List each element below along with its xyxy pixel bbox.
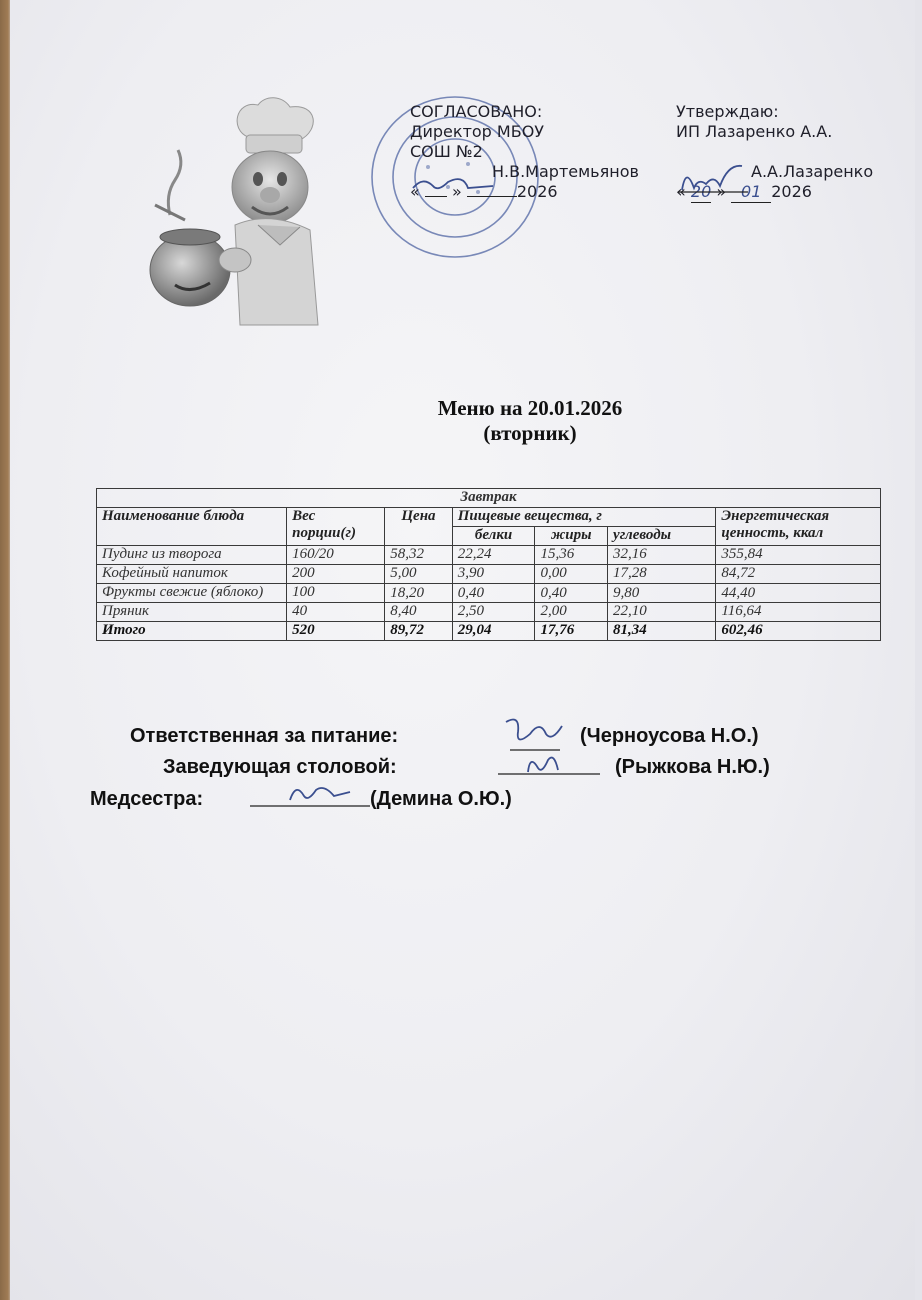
total-price: 89,72 (385, 622, 452, 641)
total-proteins: 29,04 (452, 622, 535, 641)
table-total-row (97, 622, 881, 641)
cell-proteins: 3,90 (452, 565, 535, 584)
cell-fats: 2,00 (535, 603, 608, 622)
table-row (97, 584, 881, 603)
cell-energy: 84,72 (716, 565, 881, 584)
total-carbs: 81,34 (608, 622, 716, 641)
canteen-name: (Рыжкова Н.Ю.) (615, 756, 770, 778)
cell-price: 8,40 (385, 603, 452, 622)
total-label: Итого (97, 622, 287, 641)
cell-fats: 0,40 (535, 584, 608, 603)
approval-position: Директор МБОУ (410, 122, 545, 141)
header-price: Цена (385, 508, 452, 546)
table-row (97, 565, 881, 584)
header-name: Наименование блюда (97, 508, 287, 546)
date-mid-quote: » (716, 182, 727, 201)
signature-ip (676, 160, 756, 194)
table-header-row (97, 508, 881, 527)
cell-name: Фрукты свежие (яблоко) (97, 584, 287, 603)
cell-energy: 355,84 (716, 546, 881, 565)
header-proteins: белки (452, 527, 535, 546)
menu-table (96, 488, 881, 641)
menu-title-date: Меню на 20.01.2026 (437, 396, 623, 420)
date-open-quote: « (410, 182, 420, 201)
signature-canteen (498, 748, 602, 778)
approval-heading: СОГЛАСОВАНО: (410, 102, 543, 121)
date-mid-quote: » (451, 182, 462, 201)
approval-school: СОШ №2 (410, 142, 483, 161)
approval-day: 20 (690, 182, 712, 201)
cell-price: 58,32 (385, 546, 452, 565)
chef-illustration (140, 95, 340, 335)
nurse-label: Медсестра: (90, 788, 204, 810)
cell-carbs: 32,16 (608, 546, 716, 565)
signature-director (408, 172, 498, 196)
table-row (97, 546, 881, 565)
section-title: Завтрак (97, 489, 881, 508)
approval-heading-right: Утверждаю: (676, 102, 779, 121)
cell-proteins: 0,40 (452, 584, 535, 603)
header-energy: Энергетическая ценность, ккал (716, 508, 881, 546)
cell-fats: 15,36 (535, 546, 608, 565)
approval-org: ИП Лазаренко А.А. (676, 122, 833, 141)
cell-fats: 0,00 (535, 565, 608, 584)
header-carbs: углеводы (608, 527, 716, 546)
approval-signer-right: А.А.Лазаренко (751, 162, 874, 181)
cell-weight: 200 (287, 565, 385, 584)
approval-year-right: 2026 (771, 182, 812, 201)
responsible-name: (Черноусова Н.О.) (580, 725, 759, 747)
header-weight: Вес порции(г) (287, 508, 385, 546)
cell-name: Пудинг из творога (97, 546, 287, 565)
total-fats: 17,76 (535, 622, 608, 641)
cell-proteins: 22,24 (452, 546, 535, 565)
menu-title-weekday: (вторник) (483, 421, 577, 445)
cell-energy: 44,40 (716, 584, 881, 603)
header-fats: жиры (535, 527, 608, 546)
table-row (97, 603, 881, 622)
cell-price: 5,00 (385, 565, 452, 584)
header-nutrients: Пищевые вещества, г (452, 508, 716, 527)
cell-carbs: 17,28 (608, 565, 716, 584)
cell-carbs: 22,10 (608, 603, 716, 622)
cell-weight: 160/20 (287, 546, 385, 565)
cell-energy: 116,64 (716, 603, 881, 622)
signature-nurse (250, 778, 372, 810)
menu-title (380, 396, 680, 446)
canteen-label: Заведующая столовой: (163, 756, 397, 778)
cell-carbs: 9,80 (608, 584, 716, 603)
cell-weight: 40 (287, 603, 385, 622)
cell-name: Кофейный напиток (97, 565, 287, 584)
cell-proteins: 2,50 (452, 603, 535, 622)
approval-signer: Н.В.Мартемьянов (492, 162, 639, 181)
nurse-name: (Демина О.Ю.) (370, 788, 512, 810)
cell-weight: 100 (287, 584, 385, 603)
approval-month: 01 (731, 182, 771, 203)
total-weight: 520 (287, 622, 385, 641)
date-open-quote: « (676, 182, 686, 201)
total-energy: 602,46 (716, 622, 881, 641)
responsible-label: Ответственная за питание: (130, 725, 399, 747)
cell-price: 18,20 (385, 584, 452, 603)
cell-name: Пряник (97, 603, 287, 622)
table-section-row (97, 489, 881, 508)
approval-year: 2026 (516, 182, 558, 201)
